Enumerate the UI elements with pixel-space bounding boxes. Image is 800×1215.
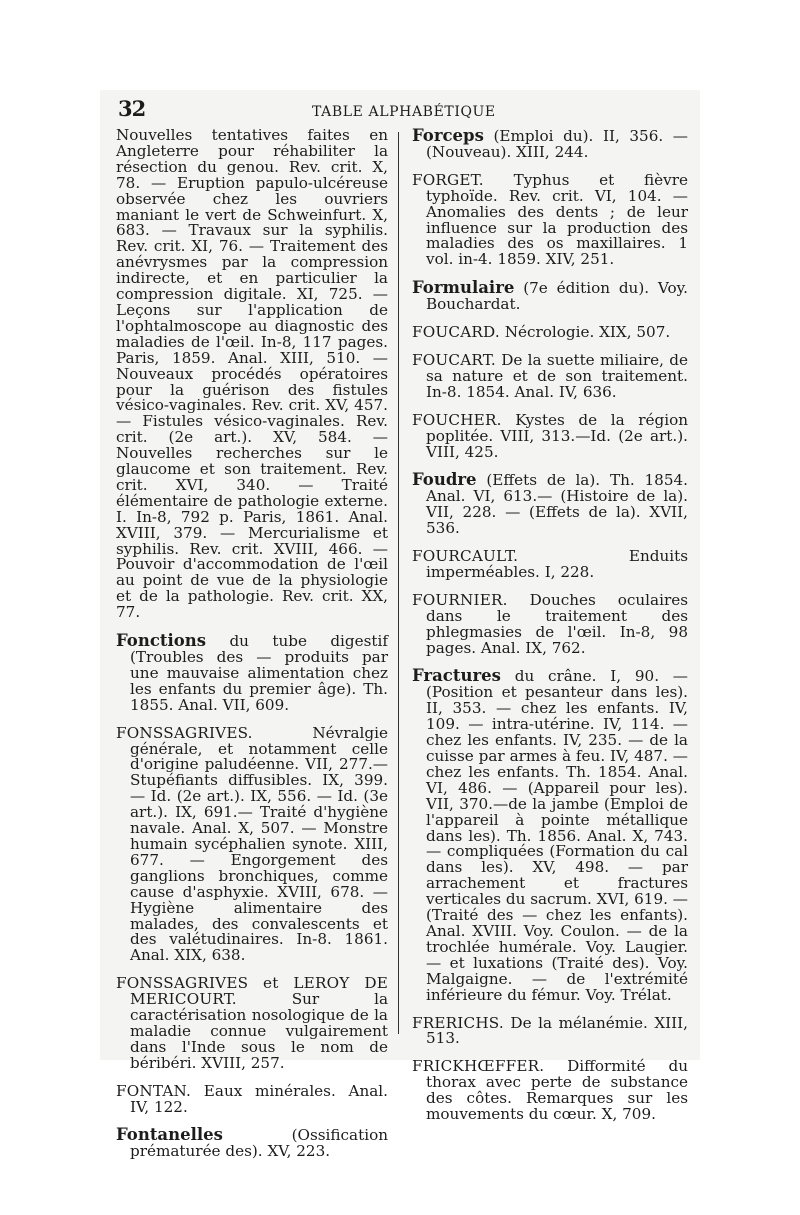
entry-text: Douches oculaires dans le traitement des phlegmasies de l'œil. In-8, 98 pages. Anal. IX, 762. [426, 590, 688, 657]
index-entry [412, 280, 688, 313]
entry-text: Eaux minérales. Anal. IV, 122. [130, 1081, 388, 1116]
entry-text: du crâne. I, 90. — (Position et pesanteur dans les). II, 353. — chez les enfants. IV, 109. — intra-utérine. IV, 114. — chez les enfants. IV, 235. — de la cuisse par armes à feu. IV, 487. — chez les enfants. Th. 1854. Anal. VI, 486. — (Appareil pour les). VII, 370.—de la jambe (Emploi de l'appareil à pointe métallique dans les). Th. 1856. Anal. X, 743. — compliquées (Formation du cal dans les). XV, 498. — par arrachement et fractures verticales du sacrum. XVI, 619. — (Traité des — chez les enfants). Anal. XVIII. Voy. Coulon. — de la trochlée humérale. Voy. Laugier. — et luxations (Traité des). Voy. Malgaigne. — de l'extrémité inférieure du fémur. Voy. Trélat. [426, 667, 688, 1004]
index-entry [412, 1013, 688, 1048]
entry-text: Nouvelles tentatives faites en Angleterre pour réhabiliter la résection du genou. Rev. crit. X, 78. — Eruption papulo-ulcéreuse observée chez les ouvriers maniant le vert de Schweinfurt. X, 683. — Travaux sur la syphilis. Rev. crit. XI, 76. — Traitement des anévrysmes par la compression indirecte, et en particulier la compression digitale. XI, 725. — Leçons sur l'application de l'ophtalmoscope au diagnostic des maladies de l'œil. In-8, 117 pages. Paris, 1859. Anal. XIII, 510. — Nouveaux procédés opératoires pour la guérison des fistules vésico-vaginales. Rev. crit. XV, 457. — Fistules vésico-vaginales. Rev. crit. (2e art.). XV, 584. — Nouvelles recherches sur le glaucome et son traitement. Rev. crit. XVI, 340. — Traité élémentaire de pathologie externe. I. In-8, 792 p. Paris, 1861. Anal. XVIII, 379. — Mercurialisme et syphilis. Rev. crit. XVIII, 466. — Pouvoir d'accommodation de l'œil au point de vue de la physiologie et de la pathologie. Rev. crit. XX, 77. [116, 126, 388, 622]
index-entry [412, 410, 688, 461]
index-entry [412, 668, 688, 1003]
index-entry [412, 128, 688, 161]
entry-heading: FOUCART. [412, 350, 496, 369]
entry-text: (Emploi du). II, 356. — (Nouveau). XIII, 244. [426, 127, 688, 161]
entry-heading: FOUCHER. [412, 410, 502, 429]
entry-heading: Fractures [412, 666, 501, 686]
entry-heading: Formulaire [412, 278, 515, 298]
entry-text: (7e édition du). Voy. Bouchardat. [426, 279, 688, 314]
entry-text: (Effets de la). Th. 1854. Anal. VI, 613.— (Histoire de la). VII, 228. — (Effets de la). XVII, 536. [426, 471, 688, 538]
index-entry [116, 1081, 388, 1116]
running-title: TABLE ALPHABÉTIQUE [312, 104, 496, 120]
entry-heading: FONTAN. [116, 1081, 192, 1100]
index-entry [116, 633, 388, 714]
index-entry [412, 472, 688, 537]
entry-heading: Fontanelles [116, 1125, 223, 1145]
index-entry [412, 1059, 688, 1123]
entry-text: Typhus et fièvre typhoïde. Rev. crit. VI, 104. — Anomalies des dents ; de leur influence sur la production des maladies des os maxillaires. 1 vol. in-4. 1859. XIV, 251. [426, 170, 688, 269]
index-entry [116, 976, 388, 1071]
entry-heading: Fonctions [116, 631, 207, 651]
entry-heading: FOURNIER. [412, 590, 508, 609]
entry-text: (Ossification prématurée des). XV, 223. [130, 1126, 388, 1161]
index-entry [412, 549, 688, 581]
entry-heading: FRICKHŒFFER. [412, 1057, 545, 1076]
entry-text: Nécrologie. XIX, 507. [499, 323, 671, 342]
entry-text: du tube digestif (Troubles des — produits par une mauvaise alimentation chez les enfants du premier âge). Th. 1855. Anal. VII, 609. [130, 632, 388, 714]
entry-heading: FORGET. [412, 170, 484, 189]
index-entry [412, 590, 688, 657]
entry-heading: FONSSAGRIVES. [116, 723, 253, 742]
entry-text: Difformité du thorax avec perte de substance des côtes. Remarques sur les mouvements du cœur. X, 709. [426, 1057, 688, 1124]
entry-heading: Forceps [412, 126, 484, 145]
entry-text: De la suette miliaire, de sa nature et de son traitement. In-8. 1854. Anal. IV, 636. [426, 350, 688, 401]
column-divider [398, 132, 399, 1034]
entry-heading: FOUCARD. [412, 323, 500, 342]
entry-heading: FONSSAGRIVES et LEROY DE MERICOURT. [116, 974, 388, 1009]
index-entry [116, 128, 388, 621]
index-entry [412, 350, 688, 401]
entry-heading: FOURCAULT. [412, 547, 519, 566]
index-entry [412, 325, 688, 341]
entry-text: De la mélanémie. XIII, 513. [426, 1013, 688, 1048]
entry-text: Sur la caractérisation nosologique de la maladie connue vulgairement dans l'Inde sous le nom de béribéri. XVIII, 257. [130, 990, 388, 1072]
entry-text: Kystes de la région poplitée. VIII, 313.—Id. (2e art.). VIII, 425. [426, 410, 688, 461]
entry-text: Enduits imperméables. I, 228. [426, 547, 688, 581]
index-entry [116, 1127, 388, 1160]
page-number: 32 [118, 96, 146, 121]
entry-heading: Foudre [412, 470, 477, 490]
entry-text: Névralgie générale, et notamment celle d'origine paludéenne. VII, 277.—Stupéfiants diffusibles. IX, 399. — Id. (2e art.). IX, 556. — Id. (3e art.). IX, 691.— Traité d'hygiène navale. Anal. X, 507. — Monstre humain sycéphalien synote. XIII, 677. — Engorgement des ganglions bronchiques, comme cause d'asphyxie. XVIII, 678. — Hygiène alimentaire des malades, des convalescents et des valétudinaires. In-8. 1861. Anal. XIX, 638. [130, 723, 388, 965]
right-column [412, 128, 688, 1135]
index-entry [412, 170, 688, 269]
entry-heading: FRERICHS. [412, 1013, 504, 1032]
left-column [116, 128, 388, 1172]
index-entry [116, 723, 388, 965]
